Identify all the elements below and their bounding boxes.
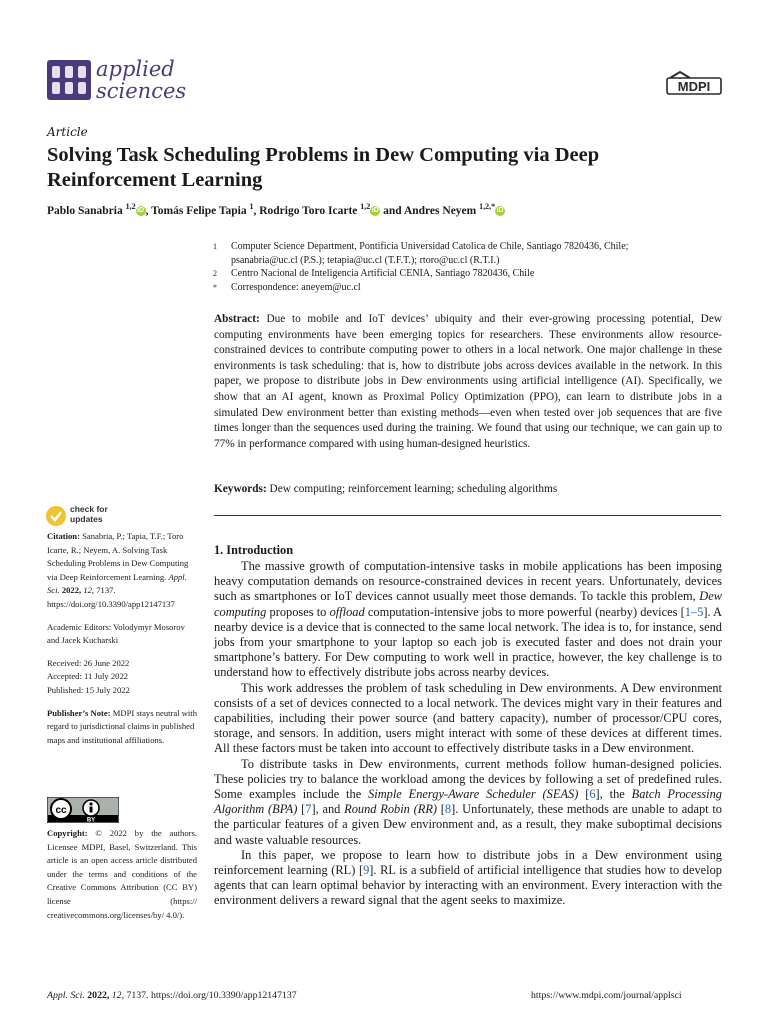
- author-name: Pablo Sanabria: [47, 204, 123, 217]
- mdpi-logo-icon: [666, 70, 722, 96]
- author-name: Tomás Felipe Tapia: [151, 204, 247, 217]
- orcid-icon[interactable]: iD: [371, 207, 379, 215]
- citation-year: 2022,: [61, 585, 82, 596]
- footer-journal-url[interactable]: https://www.mdpi.com/journal/applsci: [531, 990, 682, 1001]
- affiliation-text: psanabria@uc.cl (P.S.); tetapia@uc.cl (T.F.T.); rtoro@uc.cl (R.T.I.): [231, 254, 500, 266]
- citation: [47, 530, 199, 612]
- received-date: Received: 26 June 2022: [47, 657, 130, 668]
- accepted-date: Accepted: 11 July 2022: [47, 671, 129, 682]
- orcid-icon[interactable]: iD: [137, 207, 145, 215]
- footer-journal: Appl. Sci.: [47, 990, 85, 1001]
- author-affiliation-mark: 1,2: [125, 202, 136, 211]
- updates-label: updates: [70, 513, 103, 524]
- citation-journal: Appl. Sci.: [47, 571, 187, 596]
- author-affiliation-mark: 1,2,*: [479, 202, 496, 211]
- article-type: Article: [47, 125, 88, 139]
- paragraph: This work addresses the problem of task scheduling in Dew environments. A Dew environment consists of a set of devices connected to a local network. The devices might vary in their features and capabilities, including their power source (and battery capacity), number of processor/CPU cores, storage, and sensors. In addition, users might interact with some of these devices at different times. All these factors must be taken into account to effectively distribute tasks in a Dew environment.: [214, 680, 722, 756]
- affiliations: [213, 240, 733, 294]
- paper-title: Solving Task Scheduling Problems in Dew Computing via Deep Reinforcement Learning: [47, 144, 600, 191]
- publishers-note: [47, 707, 199, 748]
- introduction-body: [214, 559, 722, 909]
- author-affiliation-mark: 1: [249, 202, 254, 211]
- citation-doi[interactable]: 7137. https://doi.org/10.3390/app12147137: [47, 585, 175, 609]
- keywords: [214, 483, 722, 495]
- footer-doi[interactable]: 7137. https://doi.org/10.3390/app12147137: [126, 990, 297, 1001]
- citation-volume: 12,: [83, 585, 95, 596]
- published-date: Published: 15 July 2022: [47, 684, 130, 695]
- footer-year: 2022,: [87, 990, 110, 1001]
- check-for-label: check for: [70, 504, 108, 514]
- check-updates-icon: [45, 505, 67, 527]
- footer-citation: [47, 990, 297, 1001]
- journal-name-line1: applied: [96, 57, 175, 81]
- academic-editors: Academic Editors: Volodymyr Mosorov and Jacek Kucharski: [47, 621, 185, 646]
- cc-by-label: BY: [86, 817, 96, 823]
- author-separator: ,: [145, 204, 152, 217]
- affiliation-row: [213, 240, 733, 254]
- journal-name: [96, 58, 186, 102]
- publisher-name: MDPI: [677, 79, 711, 94]
- citation-link[interactable]: 8: [444, 802, 452, 817]
- affiliation-mark: *: [213, 282, 217, 292]
- affiliation-text: Computer Science Department, Pontificia Universidad Catolica de Chile, Santiago 7820436, Chile;: [231, 241, 629, 252]
- affiliation-row: [213, 267, 733, 281]
- citation-text: Sanabria, P.; Tapia, T.F.; Toro Icarte, R.; Neyem, A. Solving Task Scheduling Problems in Dew Computing via Deep Reinforcement Learning.: [47, 531, 189, 582]
- abstract-label: Abstract:: [214, 313, 260, 325]
- paragraph: To distribute tasks in Dew environments, current methods follow human-designed policies. These policies try to balance the workload among the devices by following a set of predefined rules. Some examples include the Simple Energy-Aware Scheduler (SEAS) [6], the Batch Processing Algorithm (BPA) [7], and Round Robin (RR) [8]. Unfortunately, these methods are unable to adapt to the particular features of a given Dew environment and, as a result, they make suboptimal decisions and waste valuable resources.: [214, 756, 722, 847]
- cc-by-license-icon[interactable]: [47, 797, 119, 823]
- section-heading-introduction: 1. Introduction: [214, 543, 294, 557]
- check-for-updates-button[interactable]: [45, 505, 145, 527]
- citation-link[interactable]: 6: [589, 787, 596, 802]
- orcid-icon[interactable]: iD: [496, 207, 504, 215]
- journal-name-line2: sciences: [96, 79, 187, 103]
- publishers-note-label: Publisher’s Note:: [47, 707, 111, 718]
- affiliation-text: Correspondence: aneyem@uc.cl: [231, 281, 361, 293]
- author-separator: and: [380, 204, 404, 217]
- journal-logo-icon: [47, 60, 91, 100]
- abstract: [214, 312, 722, 452]
- affiliation-row: [213, 254, 733, 268]
- publishers-note-text: MDPI stays neutral with regard to jurisdictional claims in published maps and institutional affiliations.: [47, 707, 197, 745]
- author-separator: ,: [253, 204, 260, 217]
- citation-link[interactable]: 9: [363, 863, 370, 878]
- keywords-text: Dew computing; reinforcement learning; scheduling algorithms: [269, 483, 558, 495]
- copyright-text: © 2022 by the authors. Licensee MDPI, Basel, Switzerland. This article is an open access article distributed under the terms and conditions of the Creative Commons Attribution (CC BY) license (https:// creativecommons.org/licenses/by/ 4.0/).: [47, 828, 197, 920]
- keywords-label: Keywords:: [214, 483, 267, 495]
- sidebar-info: [47, 530, 199, 756]
- copyright-notice: [47, 827, 197, 922]
- author-list: [47, 202, 505, 217]
- paragraph: The massive growth of computation-intensive tasks in mobile applications has been imposing heavy computation demands on resource-constrained devices in recent years. Unfortunately, devices such as smartphones or IoT devices cannot usually meet those demands. To tackle this problem, Dew computing proposes to offload computation-intensive jobs to more powerful (nearby) devices [1–5]. A nearby device is a device that is connected to the same local network. The idea is to, for instance, send jobs from your smartphone to your laptop so each job is executed faster and does not drain your smartphone’s battery. For Dew computing to work well in practice, however, the key challenge is to understand how to effectively distribute jobs across nearby devices.: [214, 559, 723, 680]
- paragraph: In this paper, we propose to learn how to distribute jobs in a Dew environment using reinforcement learning (RL) [9]. RL is a subfield of artificial intelligence that studies how to develop agents that can learn optimal behavior by interacting with an environment. Every interaction with the environment delivers a reward signal that the agent seeks to maximize.: [214, 847, 723, 908]
- author-name: Rodrigo Toro Icarte: [259, 204, 358, 217]
- affiliation-mark: 1: [213, 242, 217, 251]
- affiliation-text: Centro Nacional de Inteligencia Artificial CENIA, Santiago 7820436, Chile: [231, 268, 535, 279]
- citation-link[interactable]: 7: [305, 802, 312, 817]
- affiliation-row: [213, 281, 733, 295]
- affiliation-mark: 2: [213, 269, 217, 278]
- footer-volume: 12,: [111, 990, 125, 1001]
- citation-link[interactable]: 1–5: [684, 604, 704, 619]
- citation-label: Citation:: [47, 531, 80, 541]
- copyright-label: Copyright:: [47, 828, 88, 838]
- section-divider: [214, 515, 721, 516]
- author-name: Andres Neyem: [403, 204, 477, 217]
- abstract-text: Due to mobile and IoT devices’ ubiquity and their ever-growing processing potential, Dew computing environments have been emerging topics for researchers. These environments allow resource-constrained devices to contribute computing power to others in a local network. One major challenge in these environments is task scheduling: that is, how to distribute jobs across devices available in the network. In this paper, we propose to distribute jobs in Dew environments using artificial intelligence (AI). Specifically, we show that an AI agent, known as Proximal Policy Optimization (PPO), can learn to distribute jobs in a simulated Dew environment better than existing methods—even when tested over job sequences that are five times longer than the sequences used during the training. We found that using our technique, we can gain up to 77% in performance compared with using human-designed heuristics.: [214, 313, 722, 450]
- svg-text:cc: cc: [55, 805, 67, 816]
- author-affiliation-mark: 1,2: [360, 202, 371, 211]
